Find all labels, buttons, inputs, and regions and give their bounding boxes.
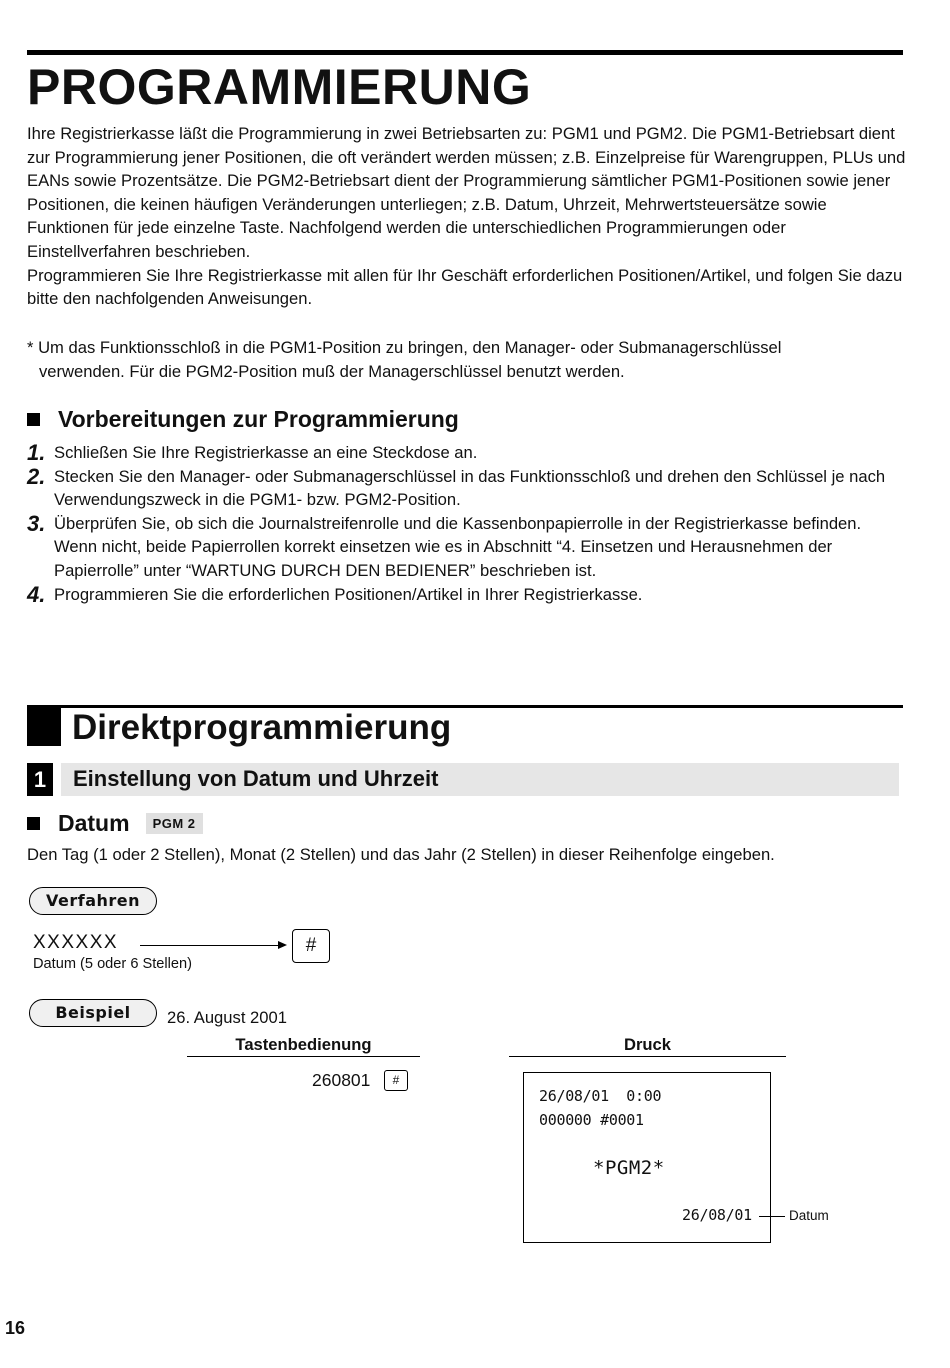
note-line: verwenden. Für die PGM2-Position muß der Managerschlüssel benutzt werden. [39,361,625,381]
step-item [27,465,907,512]
callout-label: Datum [789,1208,829,1223]
step-text: Programmieren Sie die erforderlichen Positionen/Artikel in Ihrer Registrierkasse. [54,584,643,604]
prep-title: Vorbereitungen zur Programmierung [58,406,459,432]
procedure-label: Verfahren [29,887,157,915]
top-rule [27,50,903,55]
key-note [27,336,907,383]
intro-paragraph: Ihre Registrierkasse läßt die Programmierung in zwei Betriebsarten zu: PGM1 und PGM2. Die PGM1-Betriebsart dient zur Programmierung jener Positionen, die oft verändert werden müssen; z.B. Einzelpreise für Warengruppen, PLUs und EANs sowie Prozentsätze. Die PGM2-Betriebsart dient der Programmierung sämtlicher PGM1-Positionen sowie jener Positionen, die keinen häufigen Veränderungen unterliegen; z.B. Datum, Uhrzeit, Mehrwertsteuersätze sowie Funktionen für jede einzelne Taste. Nachfolgend werden die unterschiedlichen Programmierungen oder Einstellverfahren beschrieben. [27,124,906,261]
keys-column-header: Tastenbedienung [187,1035,420,1057]
step-item [27,441,907,465]
arrow-line [140,945,280,946]
direct-title: Direktprogrammierung [72,708,452,747]
callout-line [759,1216,785,1217]
input-hint: Datum (5 oder 6 Stellen) [33,956,192,972]
receipt-line: 26/08/01 0:00 [539,1087,662,1105]
note-line: * Um das Funktionsschloß in die PGM1-Position zu bringen, den Manager- oder Submanagerschlüssel [27,338,782,357]
input-format: XXXXXX [33,932,119,953]
step-item [27,583,907,607]
page-title: PROGRAMMIERUNG [27,59,532,115]
receipt-date-line: 26/08/01 [682,1206,752,1224]
step-text: Stecken Sie den Manager- oder Submanagerschlüssel in das Funktionsschloß und drehen den Schlüssel je nach Verwendungszweck in die PGM1- bzw. PGM2-Position. [54,466,886,510]
example-date: 26. August 2001 [167,1008,287,1027]
step-text: Schließen Sie Ihre Registrierkasse an eine Steckdose an. [54,443,478,462]
hash-key-icon: # [292,929,330,963]
hash-key-icon: # [384,1070,408,1091]
step-number: 2. [27,463,46,489]
datum-title: Datum [58,810,130,836]
subsection-number: 1 [27,763,53,796]
step-number: 4. [27,581,46,607]
receipt-line: 000000 #0001 [539,1111,644,1129]
receipt-mode-line: *PGM2* [593,1157,665,1179]
datum-description: Den Tag (1 oder 2 Stellen), Monat (2 Stellen) und das Jahr (2 Stellen) in dieser Reihenfolge eingeben. [27,845,775,864]
square-bullet-icon [27,413,40,426]
subsection-title: Einstellung von Datum und Uhrzeit [73,766,439,791]
prep-heading [27,406,459,433]
step-number: 3. [27,510,46,536]
datum-heading [27,810,203,837]
step-item [27,512,907,583]
arrow-right-icon [278,941,287,949]
step-number: 1. [27,440,46,465]
prep-steps [27,441,907,606]
intro-text [27,122,907,311]
print-column-header: Druck [509,1035,786,1057]
key-entry: 260801 [312,1070,371,1090]
section-marker [27,708,61,746]
example-label: Beispiel [29,999,157,1027]
intro-paragraph: Programmieren Sie Ihre Registrierkasse mit allen für Ihr Geschäft erforderlichen Positionen/Artikel, und folgen Sie dazu bitte den nachfolgenden Anweisungen. [27,265,903,309]
page-number: 16 [5,1318,26,1338]
mode-badge: PGM 2 [146,813,203,834]
square-bullet-icon [27,817,40,830]
step-text: Überprüfen Sie, ob sich die Journalstreifenrolle und die Kassenbonpapierrolle in der Registrierkasse befinden. Wenn nicht, beide Papierrollen korrekt einsetzen wie es in Abschnitt “4. Einsetzen und Herausnehmen der Papierrolle” unter “WARTUNG DURCH DEN BEDIENER” beschrieben ist. [54,513,862,580]
